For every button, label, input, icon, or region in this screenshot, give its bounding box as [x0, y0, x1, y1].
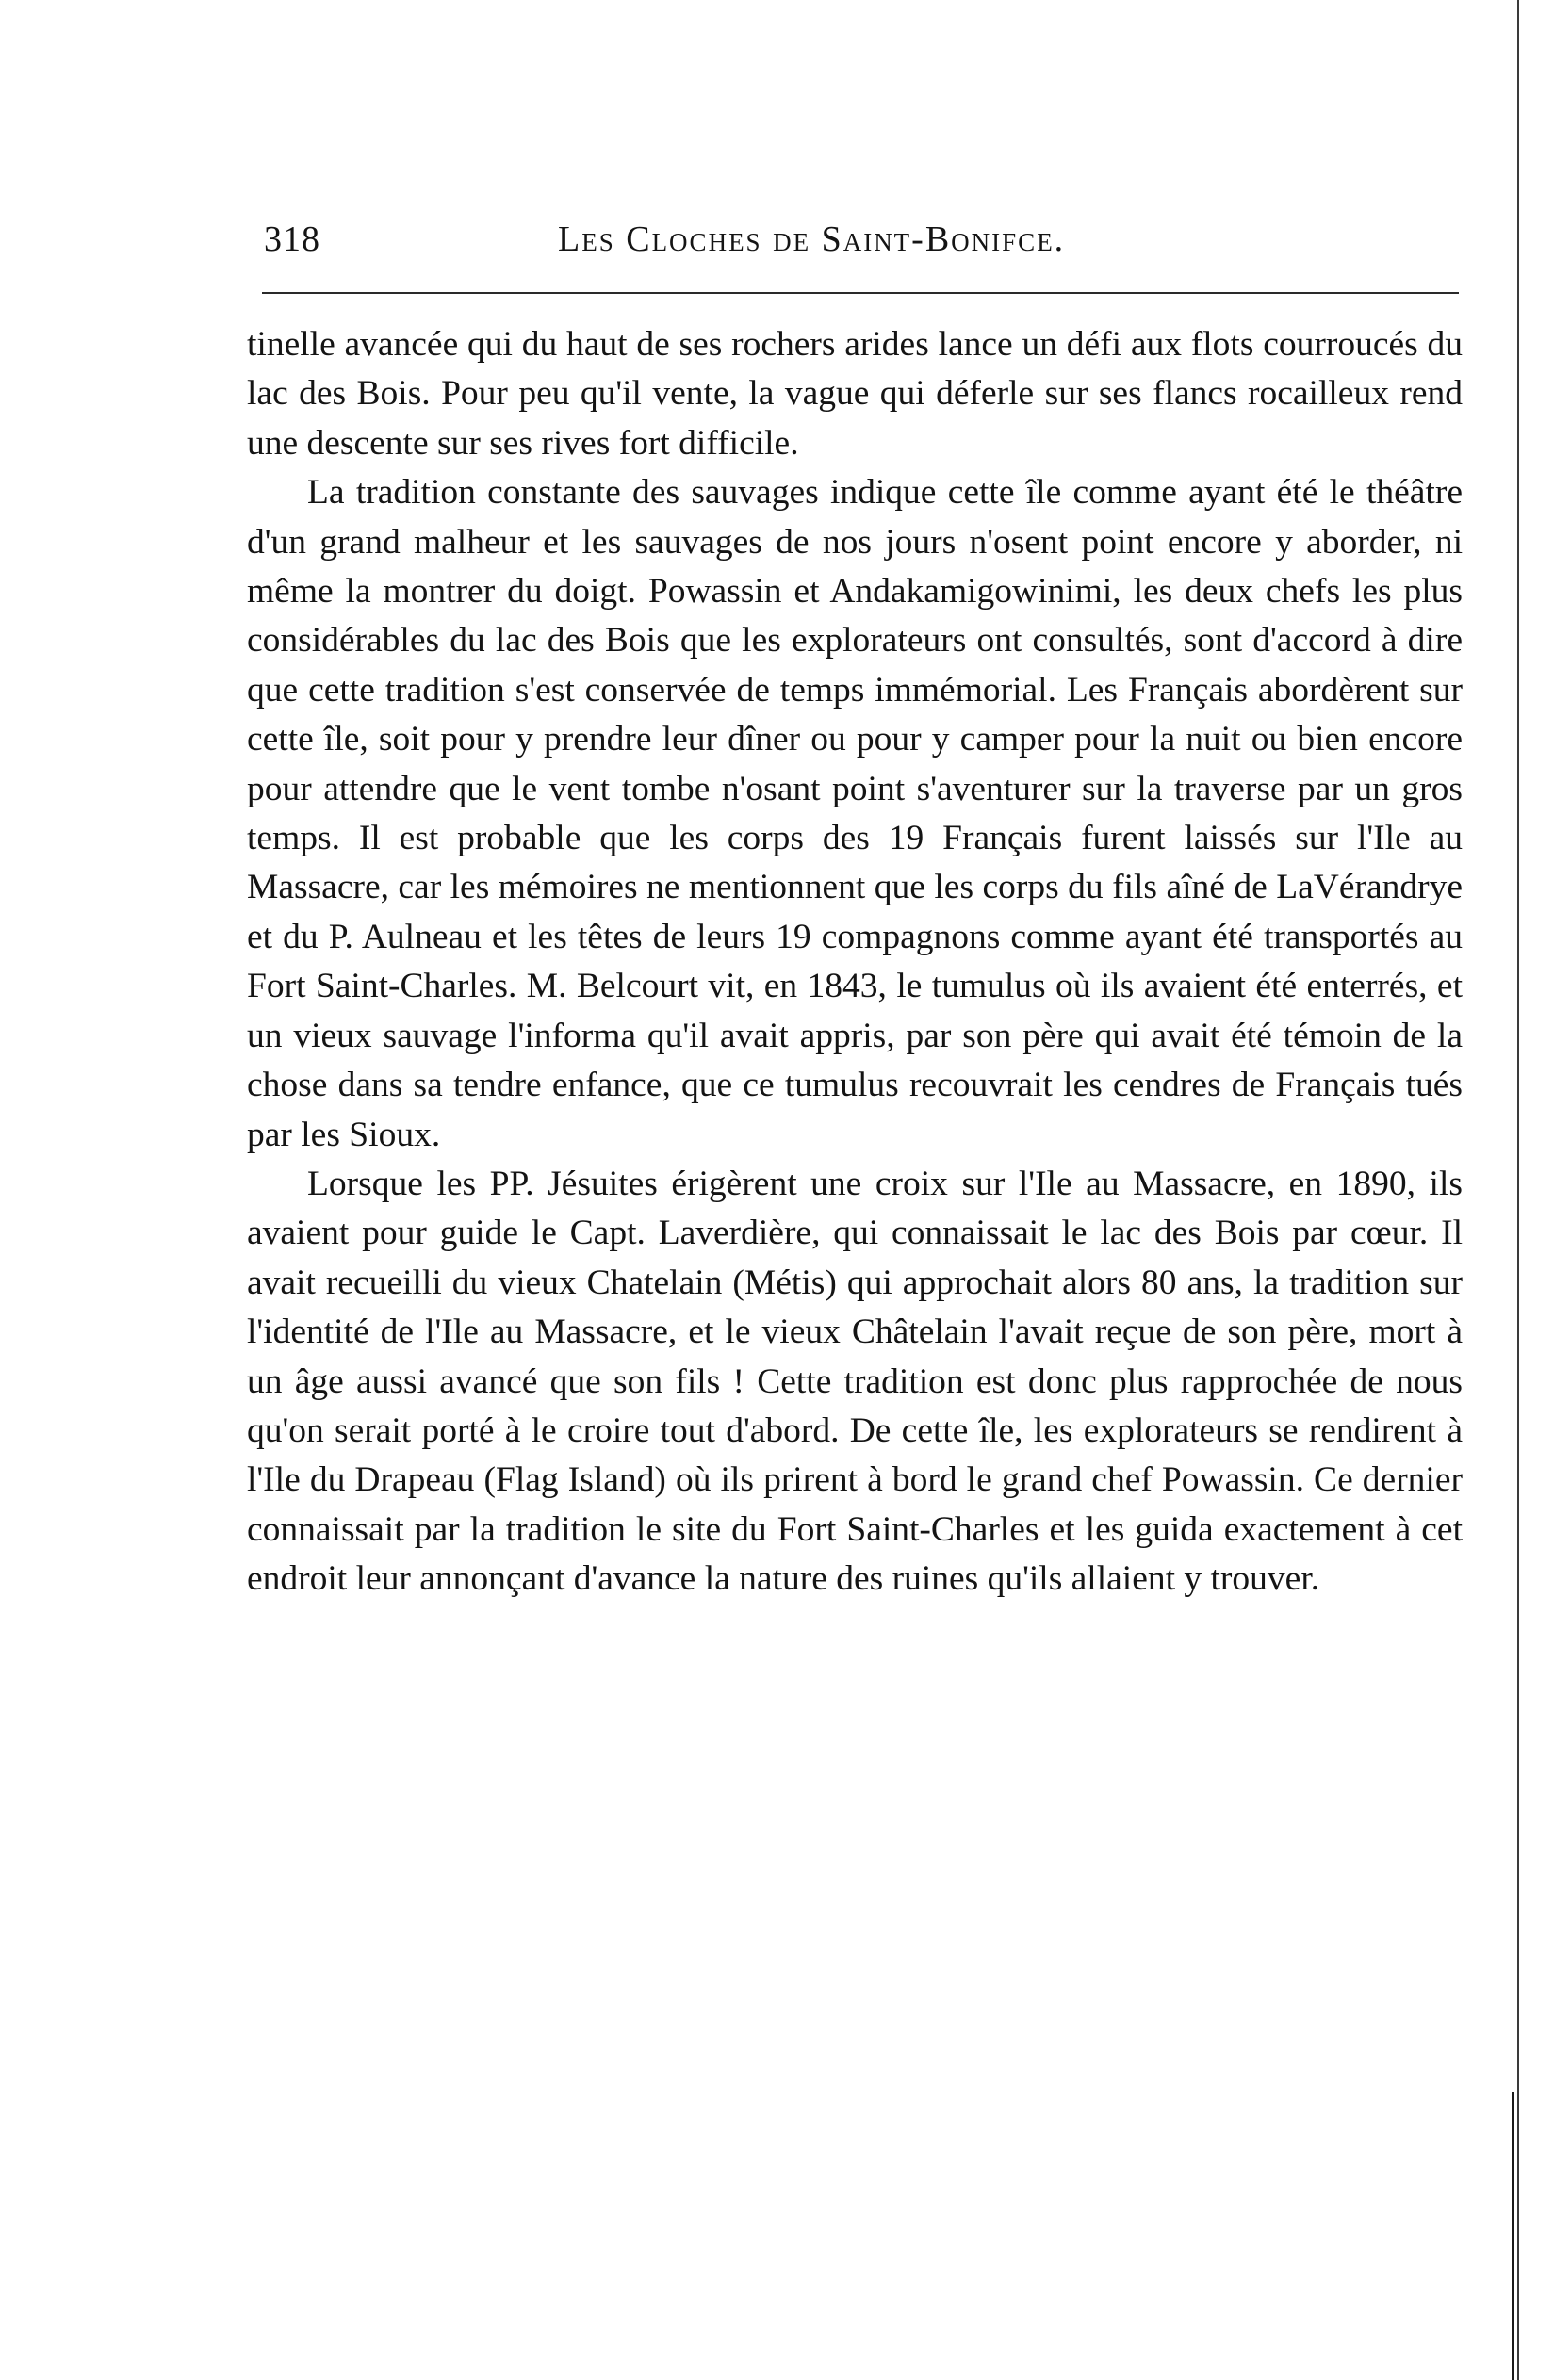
paragraph: Lorsque les PP. Jésuites érigèrent une croix sur l'Ile au Massacre, en 1890, ils avaient pour guide le Capt. Laverdière, qui connaissait le lac des Bois par cœur. Il avait recueilli du vieux Chatelain (Métis) qui approchait alors 80 ans, la tradition sur l'identité de l'Ile au Massacre, et le vieux Châtelain l'avait reçue de son père, mort à un âge aussi avancé que son fils ! Cette tradition est donc plus rapprochée de nous qu'on serait porté à le croire tout d'abord. De cette île, les explorateurs se rendirent à l'Ile du Drapeau (Flag Island) où ils prirent à bord le grand chef Powassin. Ce dernier connaissait par la tradition le site du Fort Saint-Charles et les guida exactement à cet endroit leur annonçant d'avance la nature des ruines qu'ils allaient y trouver. [247, 1164, 1463, 1599]
page-edge-shadow [1512, 2092, 1514, 2380]
running-title: Les Cloches de Saint-Bonifce. [558, 220, 1066, 259]
paragraph-continued: tinelle avancée qui du haut de ses rochers arides lance un défi aux flots courroucés du lac des Bois. Pour peu qu'il vente, la vague qui déferle sur ses flancs rocailleux rend une descente sur ses rives fort difficile. [247, 325, 1463, 463]
page-edge-line [1517, 0, 1519, 2380]
page-number: 318 [264, 220, 320, 259]
paragraph: La tradition constante des sauvages indique cette île comme ayant été le théâtre d'un grand malheur et les sauvages de nos jours n'osent point encore y aborder, ni même la montrer du doigt. Powassin et Andakamigowinimi, les deux chefs les plus considérables du lac des Bois que les explorateurs ont consultés, sont d'accord à dire que cette tradition s'est conservée de temps immémorial. Les Français abordèrent sur cette île, soit pour y prendre leur dîner ou pour y camper pour la nuit ou bien encore pour attendre que le vent tombe n'osant point s'aventurer sur la traverse par un gros temps. Il est probable que les corps des 19 Français furent laissés sur l'Ile au Massacre, car les mémoires ne mentionnent que les corps du fils aîné de LaVérandrye et du P. Aulneau et les têtes de leurs 19 compagnons comme ayant été transportés au Fort Saint-Charles. M. Belcourt vit, en 1843, le tumulus où ils avaient été enterrés, et un vieux sauvage l'informa qu'il avait appris, par son père qui avait été témoin de la chose dans sa tendre enfance, que ce tumulus recouvrait les cendres de Français tués par les Sioux. [247, 473, 1463, 1154]
body-text [247, 320, 1463, 1605]
page-header [264, 219, 1461, 275]
header-rule [262, 292, 1459, 294]
